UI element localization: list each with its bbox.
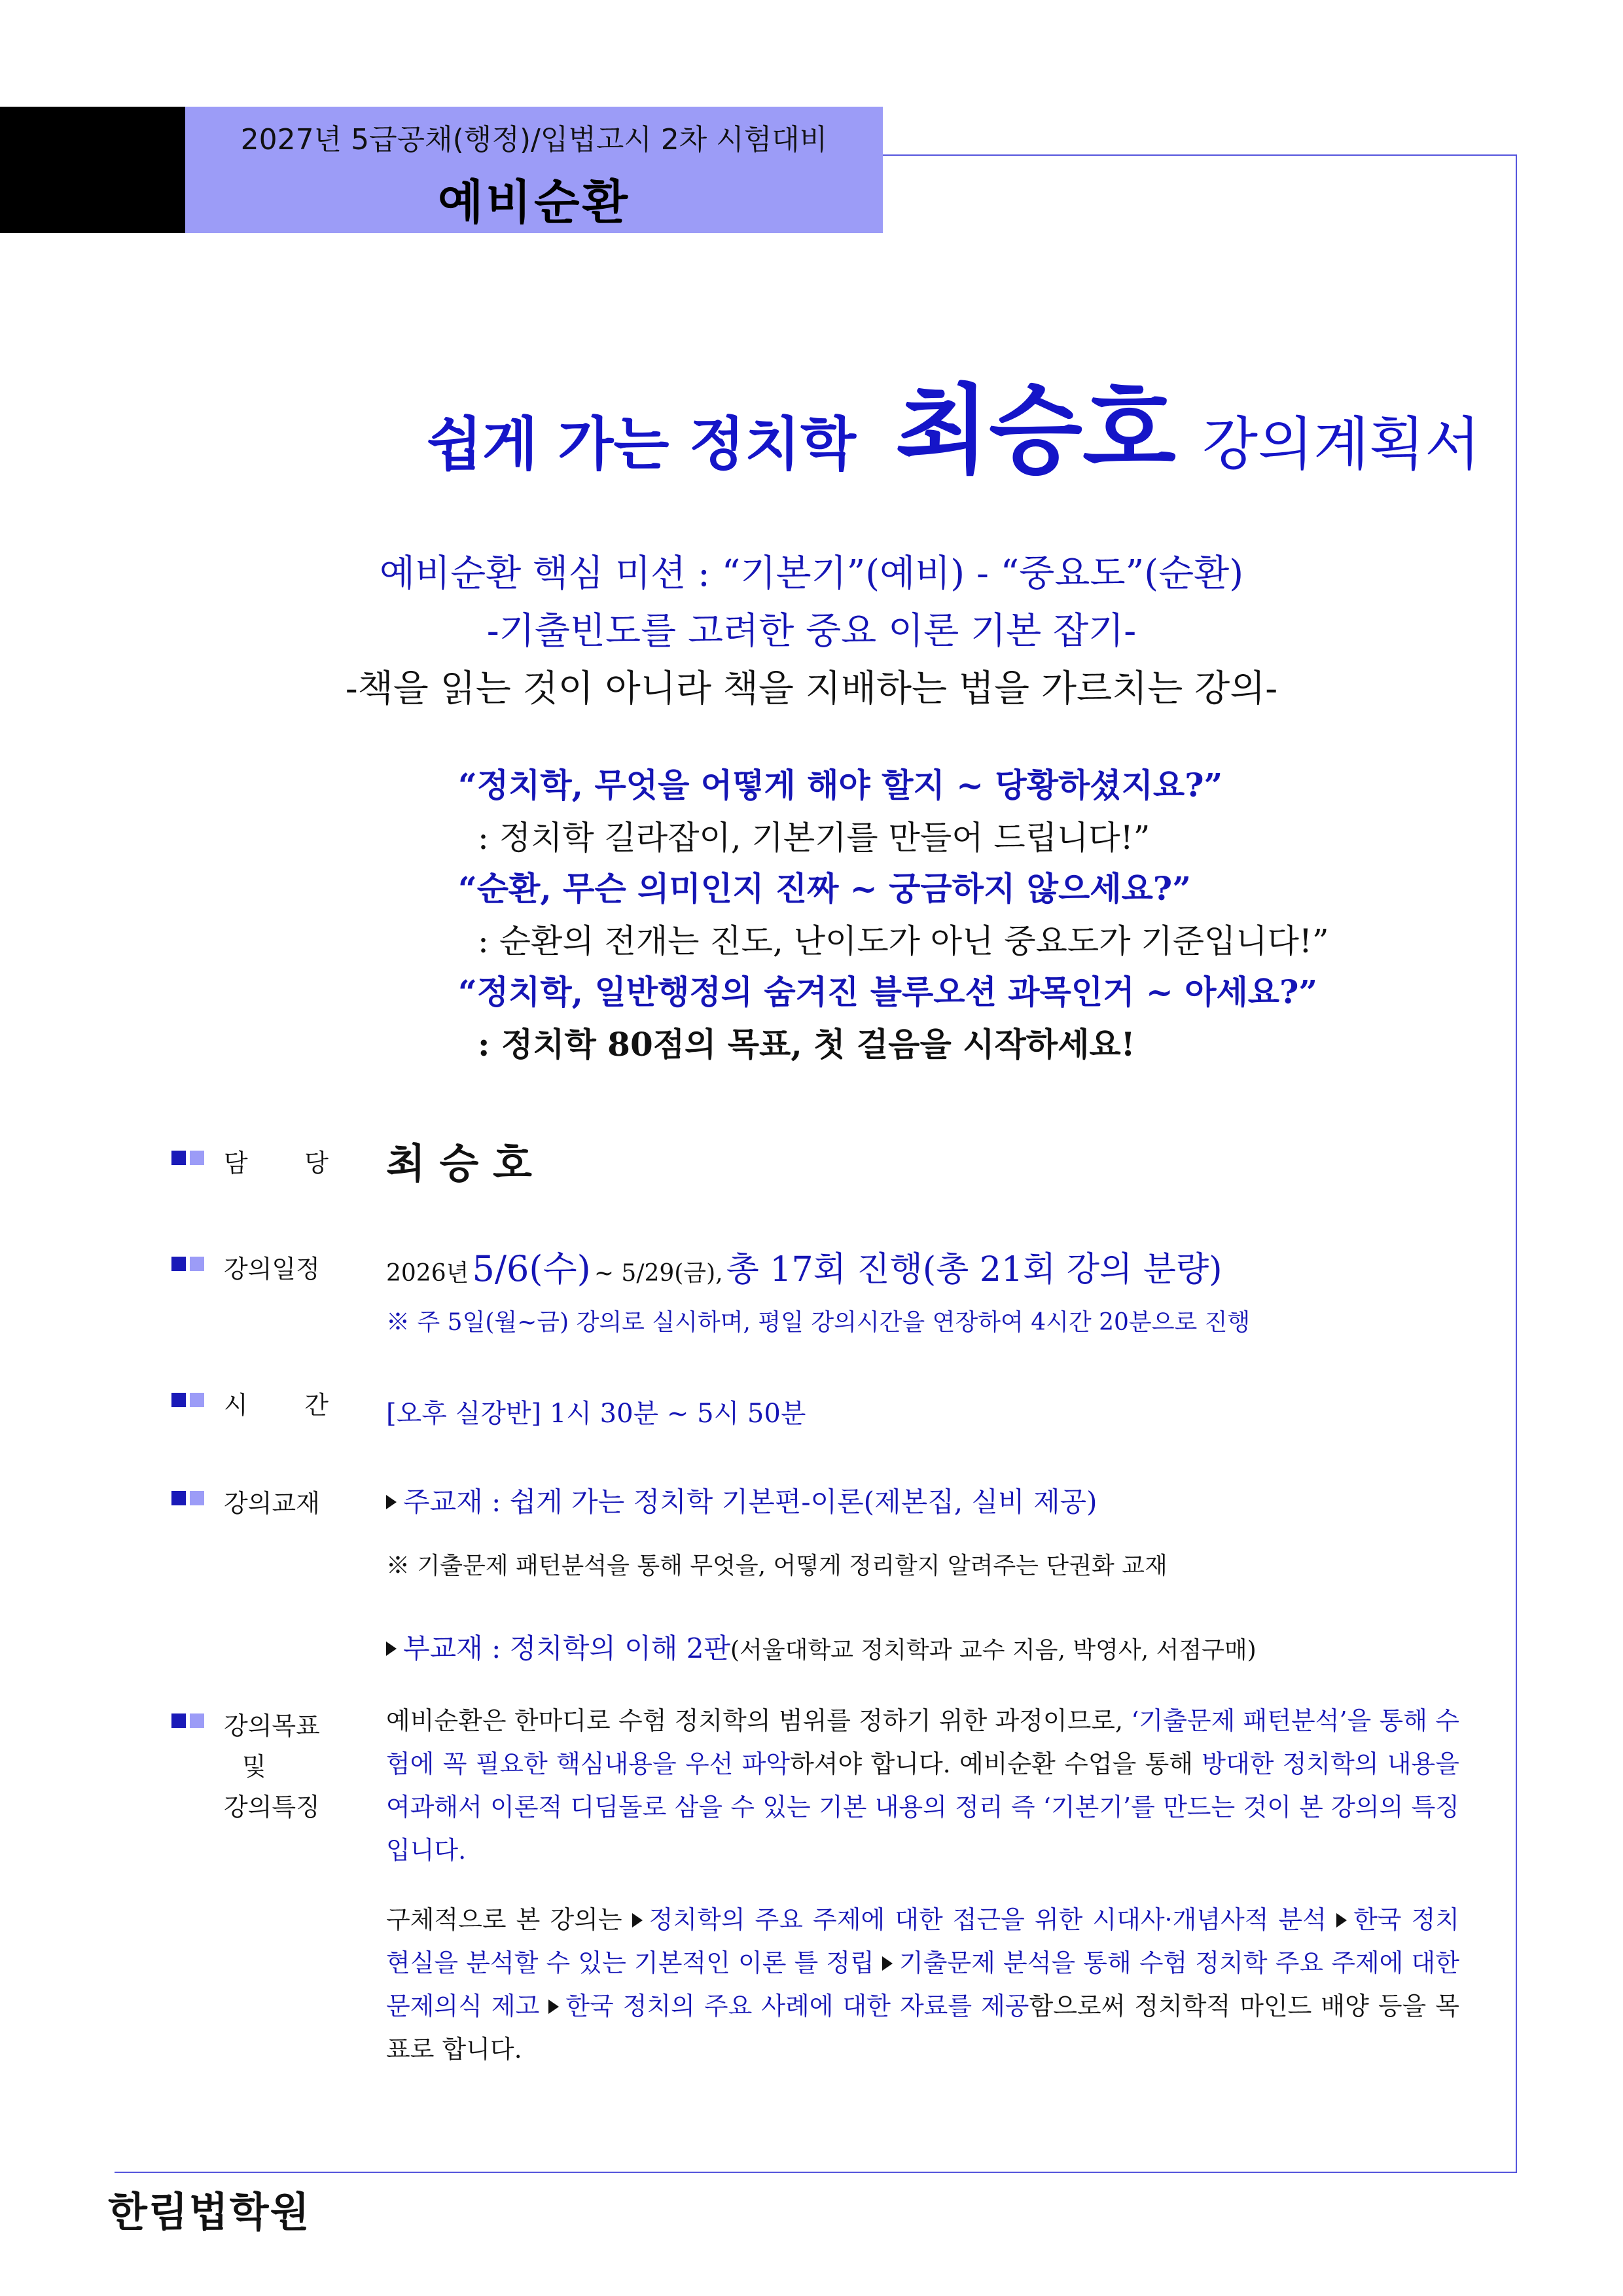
main-textbook: 주교재 : 쉽게 가는 정치학 기본편-이론(제본집, 실비 제공) xyxy=(386,1480,1097,1520)
goal-label-1: 강의목표 xyxy=(224,1712,320,1740)
triangle-right-icon xyxy=(632,1913,643,1928)
textbook-label: 강의교재 xyxy=(224,1489,320,1518)
frame-bottom-line xyxy=(115,2172,1517,2173)
time-label: 시 간 xyxy=(224,1391,329,1420)
goal-paragraph-2: 구체적으로 본 강의는 정치학의 주요 주제에 대한 접근을 위한 시대사·개념사적 분석 한국 정치 현실을 분석할 수 있는 기본적인 이론 틀 정립 기출문제 분석을 통해 수험 정치학 주요 주제에 대한 문제의식 제고 한국 정치의 주요 사례에 대한 자료를 제공함으로써 정치학적 마인드 배양 등을 목표로 합니다. xyxy=(386,1905,1459,2064)
quote-question-1: “정치학, 무엇을 어떻게 해야 할지 ~ 당황하셨지요?” xyxy=(458,766,1223,804)
time-value: [오후 실강반] 1시 30분 ~ 5시 50분 xyxy=(386,1399,806,1429)
bullet-icon xyxy=(171,1713,205,1728)
schedule-dates: 2026년 5/6(수) ~ 5/29(금), 총 17회 진행(총 21회 강의 분량) xyxy=(386,1248,1222,1289)
bullet-icon xyxy=(171,1393,205,1407)
bullet-icon xyxy=(171,1257,205,1271)
triangle-right-icon xyxy=(386,1495,397,1509)
triangle-right-icon xyxy=(882,1956,893,1971)
title-instructor-name: 최승호 xyxy=(895,374,1176,487)
page-title xyxy=(0,353,1480,492)
exam-subtitle: 2027년 5급공채(행정)/입법고시 2차 시험대비 xyxy=(240,123,828,156)
quote-question-2: “순환, 무슨 의미인지 진짜 ~ 궁금하지 않으세요?” xyxy=(458,869,1191,908)
goal-label-3: 강의특징 xyxy=(224,1793,320,1821)
course-stage-title: 예비순환 xyxy=(437,175,631,230)
goal-paragraph-1: 예비순환은 한마디로 수험 정치학의 범위를 정하기 위한 과정이므로, ‘기출문제 패턴분석’을 통해 수험에 꼭 필요한 핵심내용을 우선 파악하셔야 합니다. 예비순환 수업을 통해 방대한 정치학의 내용을 여과해서 이론적 디딤돌로 삼을 수 있는 기본 내용의 정리 즉 ‘기본기’를 만드는 것이 본 강의의 특징입니다. xyxy=(386,1706,1459,1865)
schedule-note: ※ 주 5일(월~금) 강의로 실시하며, 평일 강의시간을 연장하여 4시간 20분으로 진행 xyxy=(386,1309,1251,1336)
mission-line-2: -기출빈도를 고려한 중요 이론 기본 잡기- xyxy=(486,610,1137,653)
mission-line-1: 예비순환 핵심 미션 : “기본기”(예비) - “중요도”(순환) xyxy=(379,552,1244,595)
quote-question-3: “정치학, 일반행정의 숨겨진 블루오션 과목인거 ~ 아세요?” xyxy=(458,973,1318,1011)
triangle-right-icon xyxy=(1336,1913,1347,1928)
bullet-icon xyxy=(171,1151,205,1165)
footer-logo: 한림법학원 xyxy=(108,2188,311,2236)
frame-top-line xyxy=(883,154,1517,156)
goal-label-2: 및 xyxy=(242,1752,266,1781)
instructor-name: 최 승 호 xyxy=(386,1139,532,1187)
title-document-type: 강의계획서 xyxy=(1202,410,1480,478)
quote-answer-1: : 정치학 길라잡이, 기본기를 만들어 드립니다!” xyxy=(478,819,1150,857)
sub-textbook: 부교재 : 정치학의 이해 2판(서울대학교 정치학과 교수 지음, 박영사, 서점구매) xyxy=(386,1627,1257,1666)
instructor-label: 담 당 xyxy=(224,1149,329,1177)
quote-answer-2: : 순환의 전개는 진도, 난이도가 아닌 중요도가 기준입니다!” xyxy=(478,922,1329,960)
title-course-name: 쉽게 가는 정치학 xyxy=(426,410,857,478)
mission-line-3: -책을 읽는 것이 아니라 책을 지배하는 법을 가르치는 강의- xyxy=(345,668,1278,710)
frame-right-line xyxy=(1516,154,1517,2172)
main-textbook-note: ※ 기출문제 패턴분석을 통해 무엇을, 어떻게 정리할지 알려주는 단권화 교재 xyxy=(386,1552,1168,1579)
triangle-right-icon xyxy=(386,1641,397,1656)
triangle-right-icon xyxy=(548,2000,559,2014)
quote-answer-3: : 정치학 80점의 목표, 첫 걸음을 시작하세요! xyxy=(478,1025,1135,1064)
schedule-label: 강의일정 xyxy=(224,1255,320,1283)
header-black-block xyxy=(0,107,185,233)
bullet-icon xyxy=(171,1491,205,1505)
header-banner xyxy=(185,107,883,233)
